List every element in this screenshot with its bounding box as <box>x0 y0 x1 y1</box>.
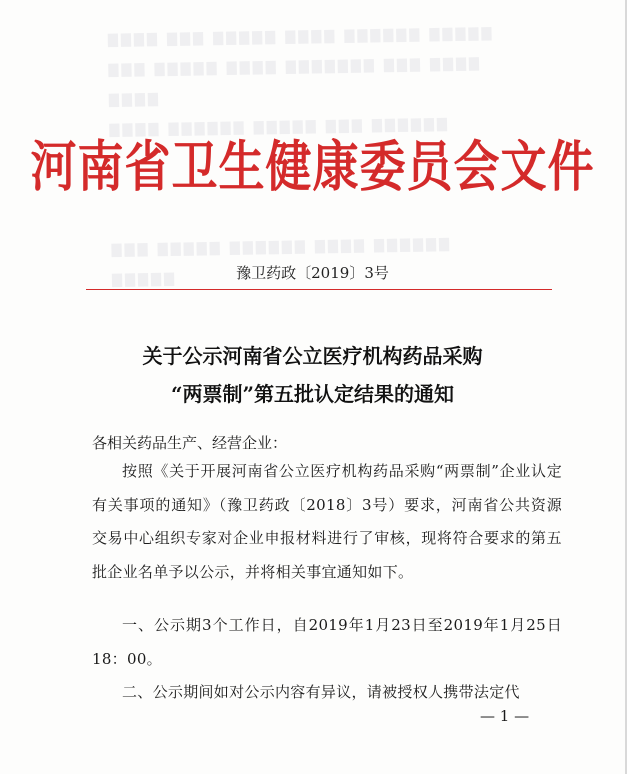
salutation: 各相关药品生产、经营企业： <box>92 434 288 452</box>
red-divider-line <box>86 289 552 290</box>
body-paragraph-2: 一、公示期3个工作日，自2019年1月23日至2019年1月25日18：00。 <box>92 616 562 668</box>
notice-title-line-1: 关于公示河南省公立医疗机构药品采购 <box>142 344 483 368</box>
document-number: 豫卫药政〔2019〕3号 <box>236 264 389 282</box>
body-paragraph-3: 二、公示期间如对公示内容有异议，请被授权人携带法定代 <box>122 683 520 701</box>
bleed-through-texture: ▇▇▇▇ ▇▇▇ ▇▇▇▇▇ ▇▇▇▇ ▇▇▇▇▇▇ ▇▇▇▇▇ ▇▇▇ ▇▇▇▇▇ ▇▇▇▇ ▇▇▇▇▇▇▇ ▇▇▇ ▇▇▇▇ ▇▇▇▇ ▇▇▇▇ ▇▇▇▇▇▇ ▇▇▇▇▇ ▇▇▇ ▇▇▇▇▇▇ ▇▇▇ ▇▇▇▇▇ ▇▇▇▇▇▇ ▇▇▇▇ ▇▇▇▇▇▇ ▇▇▇▇▇ <box>107 26 495 288</box>
masthead-title: 河南省卫生健康委员会文件 <box>30 134 595 199</box>
notice-title-line-2: “两票制”第五批认定结果的通知 <box>170 382 454 406</box>
page-number: — 1 — <box>480 707 530 725</box>
body-paragraph-1: 按照《关于开展河南省公立医疗机构药品采购“两票制”企业认定有关事项的通知》（豫卫药政〔2018〕3号）要求，河南省公共资源交易中心组织专家对企业申报材料进行了审核，现将符合要求的第五批企业名单予以公示，并将相关事宜通知如下。 <box>92 462 562 581</box>
